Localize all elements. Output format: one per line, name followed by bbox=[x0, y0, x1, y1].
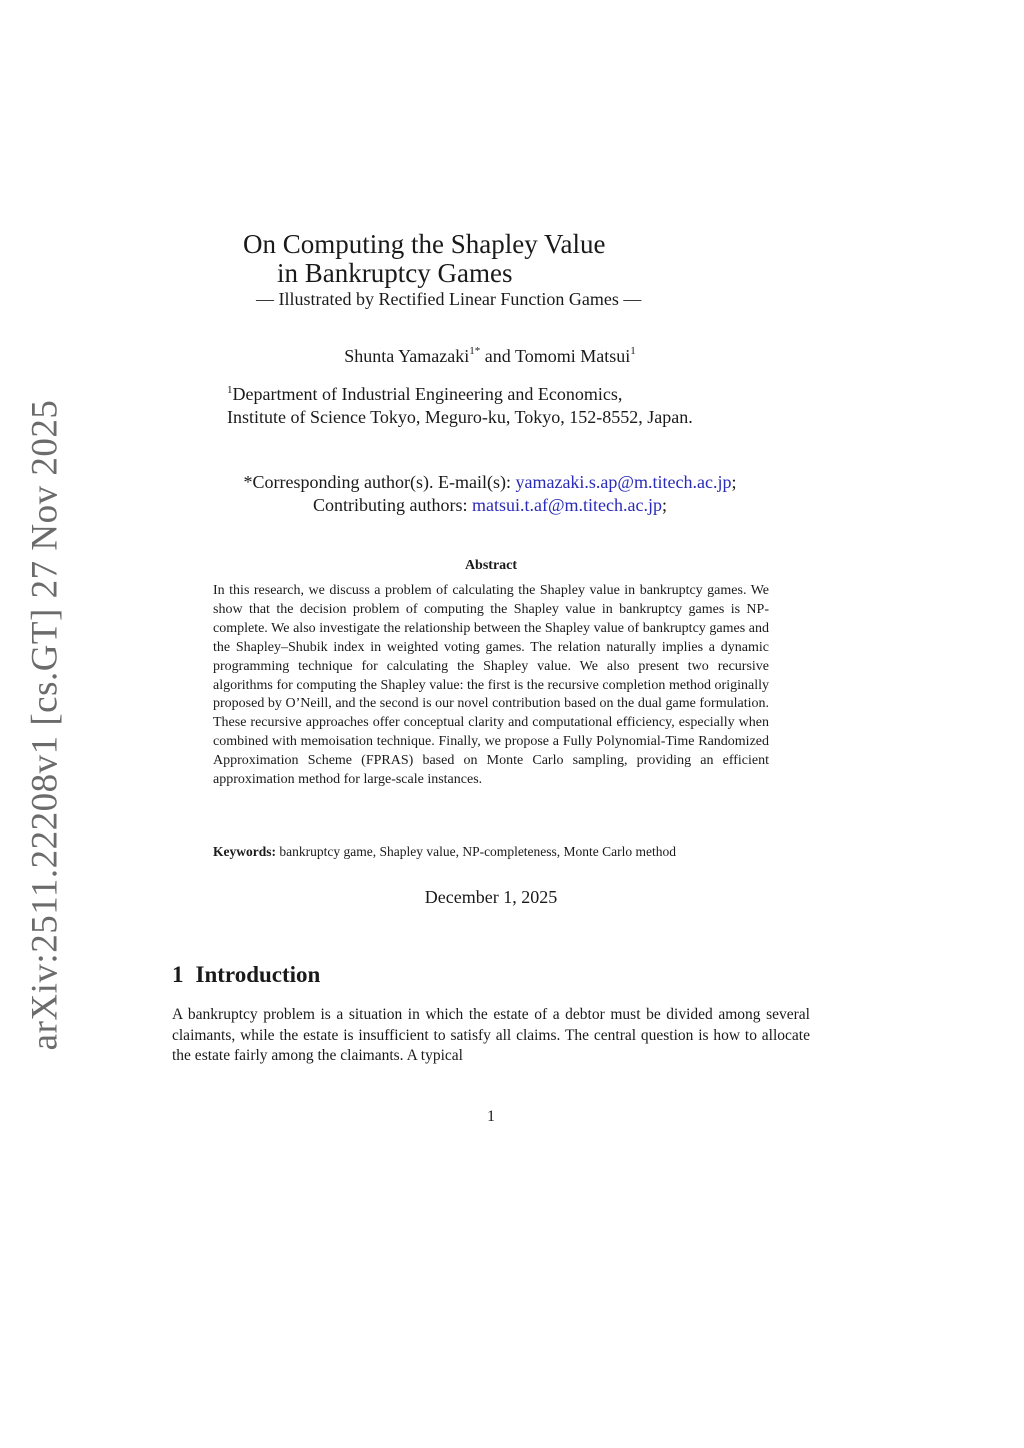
author-connector: and bbox=[480, 346, 515, 366]
abstract-body: In this research, we discuss a problem of calculating the Shapley value in bankruptcy games. We show that the decision problem of computing the Shapley value in bankruptcy games is NP-complete. We also investigate the relationship between the Shapley value of bankruptcy games and the Shapley–Shubik index in weighted voting games. The relation naturally implies a dynamic programming technique for calculating the Shapley value. We also present two recursive algorithms for computing the Shapley value: the first is the recursive completion method originally proposed by O’Neill, and the second is our novel contribution based on the dual game formulation. These recursive approaches offer conceptual clarity and computational efficiency, especially when combined with memoisation technique. Finally, we propose a Fully Polynomial-Time Randomized Approximation Scheme (FPRAS) based on Monte Carlo sampling, providing an efficient approximation method for large-scale instances. bbox=[213, 583, 769, 788]
contributing-email-link[interactable]: matsui.t.af@m.titech.ac.jp bbox=[471, 495, 662, 515]
affiliation-mark: 1 bbox=[227, 384, 233, 396]
keywords-label: Keywords: bbox=[213, 844, 276, 859]
introduction-paragraph: A bankruptcy problem is a situation in which the estate of a debtor must be divided among several claimants, while the estate is insufficient to satisfy all claims. The central question is how to allocate the estate fairly among the claimants. A typical bbox=[172, 1006, 810, 1065]
page-number: 1 bbox=[487, 1108, 495, 1125]
corresponding-separator: ; bbox=[731, 472, 737, 492]
contributing-authors-line bbox=[0, 495, 980, 516]
author-list bbox=[0, 345, 980, 367]
corresponding-email-link[interactable]: yamazaki.s.ap@m.titech.ac.jp bbox=[515, 472, 732, 492]
arxiv-identifier-stamp: arXiv:2511.22208v1 [cs.GT] 27 Nov 2025 bbox=[24, 399, 66, 1051]
corresponding-author-line bbox=[0, 472, 980, 493]
abstract-heading: Abstract bbox=[464, 558, 518, 573]
contributing-label: Contributing authors: bbox=[312, 495, 472, 515]
paper-title-line-2: in Bankruptcy Games bbox=[277, 258, 513, 288]
author-name-2: Tomomi Matsui bbox=[514, 346, 631, 366]
section-title: Introduction bbox=[195, 962, 321, 987]
affiliation-line-2: Institute of Science Tokyo, Meguro-ku, Tokyo, 152-8552, Japan. bbox=[227, 407, 693, 427]
paper-subtitle: — Illustrated by Rectified Linear Function Games — bbox=[256, 289, 642, 309]
affiliation-department: Department of Industrial Engineering and Economics, bbox=[232, 384, 623, 404]
contributing-separator: ; bbox=[662, 495, 668, 515]
paper-date: December 1, 2025 bbox=[424, 887, 558, 907]
section-heading-introduction bbox=[172, 962, 320, 988]
author-mark-2: 1 bbox=[630, 345, 636, 357]
corresponding-label: *Corresponding author(s). E-mail(s): bbox=[243, 472, 516, 492]
paper-title-line-1: On Computing the Shapley Value bbox=[243, 229, 606, 259]
section-number: 1 bbox=[172, 962, 184, 987]
affiliation-line-1 bbox=[227, 384, 622, 405]
keywords-line bbox=[213, 844, 676, 860]
author-mark-1: 1* bbox=[469, 345, 481, 357]
author-name-1: Shunta Yamazaki bbox=[344, 346, 470, 366]
keywords-list: bankruptcy game, Shapley value, NP-completeness, Monte Carlo method bbox=[276, 844, 677, 859]
